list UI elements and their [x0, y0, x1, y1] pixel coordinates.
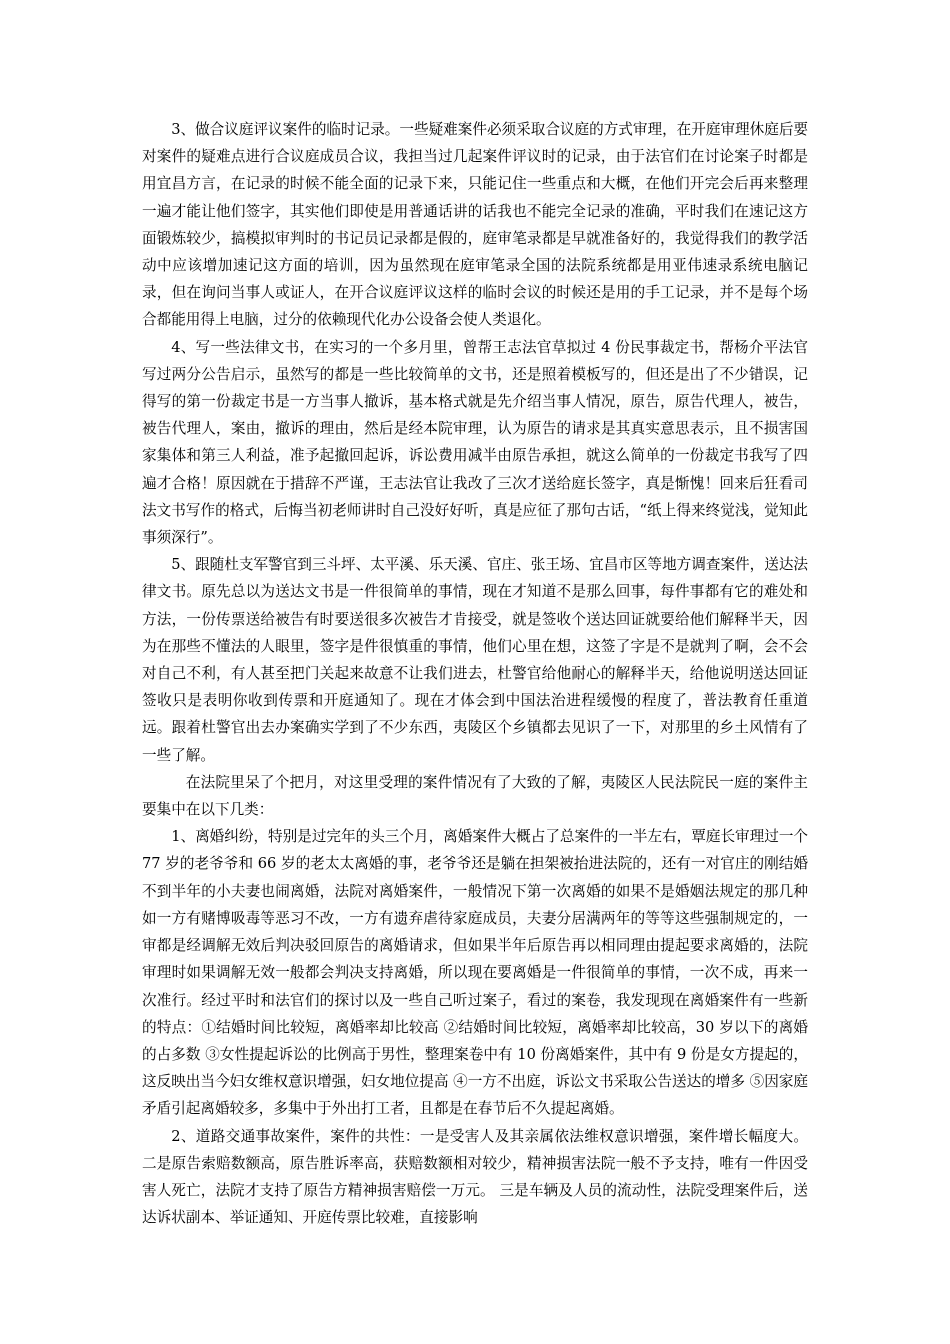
paragraph-item-3-minutes: 3、做合议庭评议案件的临时记录。一些疑难案件必须采取合议庭的方式审理，在开庭审理休庭后要对案件的疑难点进行合议庭成员合议，我担当过几起案件评议时的记录，由于法官们在讨论案子时都是用宜昌方言，在记录的时候不能全面的记录下来，只能记住一些重点和大概，在他们开完会后再来整理一遍才能让他们签字，其实他们即使是用普通话讲的话我也不能完全记录的准确，平时我们在速记这方面锻炼较少，搞模拟审判时的书记员记录都是假的，庭审笔录都是早就准备好的，我觉得我们的教学活动中应该增加速记这方面的培训，因为虽然现在庭审笔录全国的法院系统都是用亚伟速录系统电脑记录，但在询问当事人或证人，在开合议庭评议这样的临时会议的时候还是用的手工记录，并不是每个场合都能用得上电脑，过分的依赖现代化办公设备会使人类退化。	[142, 121, 809, 329]
paragraph-case-type-divorce: 1、离婚纠纷，特别是过完年的头三个月，离婚案件大概占了总案件的一半左右，覃庭长审理过一个 77 岁的老爷爷和 66 岁的老太太离婚的事，老爷爷还是躺在担架被抬进法院的，还有一对官庄的刚结婚不到半年的小夫妻也闹离婚，法院对离婚案件，一般情况下第一次离婚的如果不是婚姻法规定的那几种如一方有赌博吸毒等恶习不改，一方有遗弃虐待家庭成员，夫妻分居满两年的等等这些强制规定的，一审都是经调解无效后判决驳回原告的离婚请求，但如果半年后原告再以相同理由提起要求离婚的，法院审理时如果调解无效一般都会判决支持离婚，所以现在要离婚是一件很简单的事情，一次不成，再来一次准行。经过平时和法官们的探讨以及一些自己听过案子，看过的案卷，我发现现在离婚案件有一些新的特点：①结婚时间比较短，离婚率却比较高 ②结婚时间比较短，离婚率却比较高，30 岁以下的离婚的占多数 ③女性提起诉讼的比例高于男性，整理案卷中有 10 份离婚案件，其中有 9 份是女方提起的，这反映出当今妇女维权意识增强，妇女地位提高 ④一方不出庭，诉讼文书采取公告送达的增多 ⑤因家庭矛盾引起离婚较多，多集中于外出打工者，且都是在春节后不久提起离婚。	[142, 828, 809, 1118]
paragraph-item-5-serving-documents: 5、跟随杜支军警官到三斗坪、太平溪、乐天溪、官庄、张王场、宜昌市区等地方调查案件，送达法律文书。原先总以为送达文书是一件很简单的事情，现在才知道不是那么回事，每件事都有它的难处和方法，一份传票送给被告有时要送很多次被告才肯接受，就是签收个送达回证就要给他们解释半天，因为在那些不懂法的人眼里，签字是件很慎重的事情，他们心里在想，这签了字是不是就判了啊，会不会对自己不利，有人甚至把门关起来故意不让我们进去，杜警官给他耐心的解释半天，给他说明送达回证签收只是表明你收到传票和开庭通知了。现在才体会到中国法治进程缓慢的程度了，普法教育任重道远。跟着杜警官出去办案确实学到了不少东西，夷陵区个乡镇都去见识了一下，对那里的乡土风情有了一些了解。	[142, 556, 809, 764]
paragraph-case-type-traffic: 2、道路交通事故案件，案件的共性：一是受害人及其亲属依法维权意识增强，案件增长幅度大。 二是原告索赔数额高，原告胜诉率高，获赔数额相对较少，精神损害法院一般不予支持，唯有一件因受害人死亡，法院才支持了原告方精神损害赔偿一万元。 三是车辆及人员的流动性，法院受理案件后，送达诉状副本、举证通知、开庭传票比较难，直接影响	[142, 1127, 808, 1227]
paragraph-case-overview: 在法院里呆了个把月，对这里受理的案件情况有了大致的了解，夷陵区人民法院民一庭的案件主要集中在以下几类：	[142, 773, 808, 819]
paragraph-item-4-legal-documents: 4、写一些法律文书，在实习的一个多月里，曾帮王志法官草拟过 4 份民事裁定书，帮杨介平法官写过两分公告启示，虽然写的都是一些比较简单的文书，还是照着模板写的，但还是出了不少错误，记得写的第一份裁定书是一方当事人撤诉，基本格式就是先介绍当事人情况，原告，原告代理人，被告，被告代理人，案由，撤诉的理由，然后是经本院审理，认为原告的请求是其真实意思表示，且不损害国家集体和第三人利益，准予起撤回起诉，诉讼费用减半由原告承担，就这么简单的一份裁定书我写了四遍才合格！原因就在于措辞不严谨，王志法官让我改了三次才送给庭长签字，真是惭愧！回来后狂看司法文书写作的格式，后悔当初老师讲时自己没好好听，真是应征了那句古话，“纸上得来终觉浅，觉知此事须深行”。	[142, 338, 808, 547]
document-page	[142, 116, 808, 1231]
